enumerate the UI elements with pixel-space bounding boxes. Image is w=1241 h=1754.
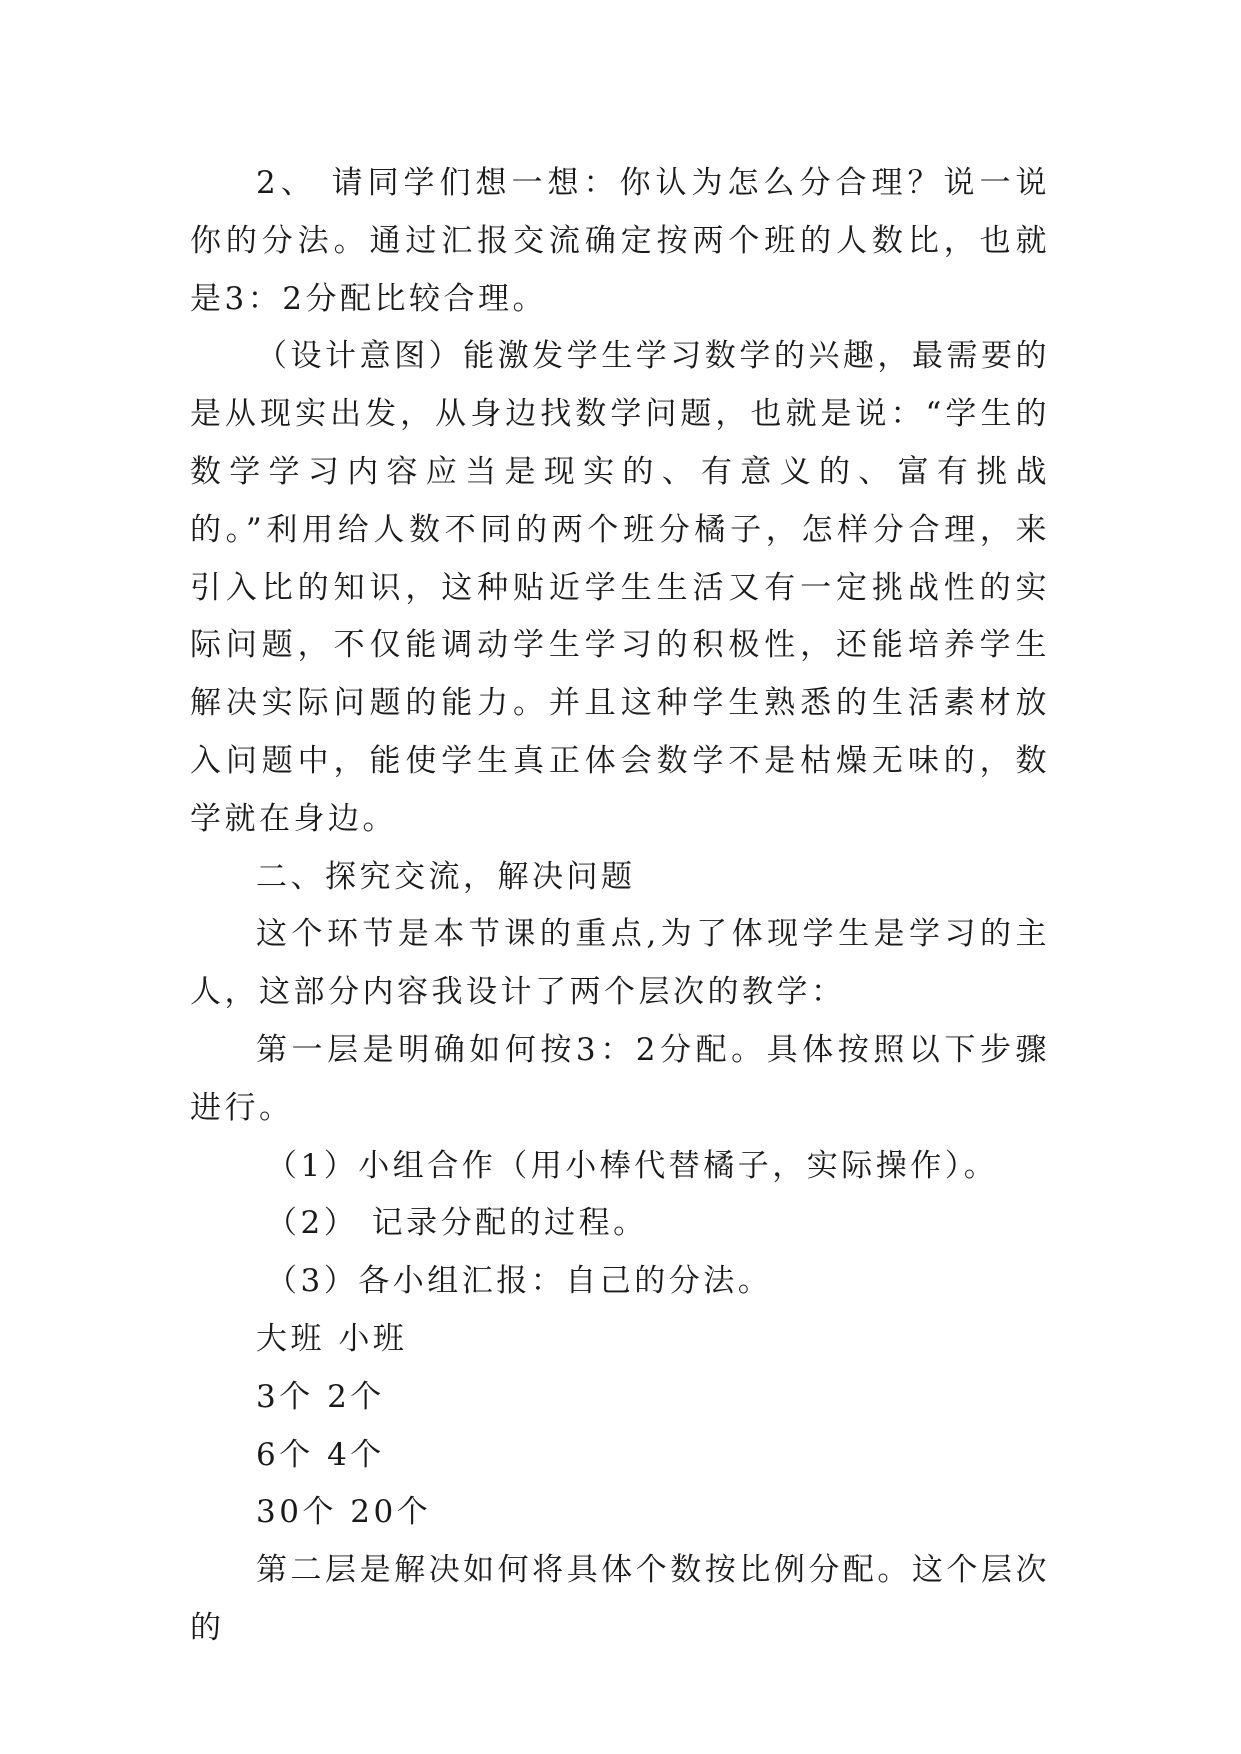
list-item-record: （2） 记录分配的过程。 [266,1205,648,1242]
list-item-report: （3）各小组汇报：自己的分法。 [266,1263,773,1300]
paragraph-key-segment: 这个环节是本节课的重点,为了体现学生是学习的主人，这部分内容我设计了两个层次的教学： [190,916,1050,1011]
paragraph-design-intent: （设计意图）能激发学生学习数学的兴趣，最需要的是从现实出发，从身边找数学问题，也就是说：“学生的数学学习内容应当是现实的、有意义的、富有挑战的。”利用给人数不同的两个班分橘子，怎样分合理，来引入比的知识，这种贴近学生生活又有一定挑战性的实际问题，不仅能调动学生学习的积极性，还能培养学生解决实际问题的能力。并且这种学生熟悉的生活素材放入问题中，能使学生真正体会数学不是枯燥无味的，数学就在身边。 [190,338,1050,837]
allocation-row: 30个 20个 [256,1494,432,1531]
paragraph-level-one: 第一层是明确如何按3：2分配。具体按照以下步骤进行。 [190,1031,1050,1126]
allocation-row: 3个 2个 [256,1378,385,1415]
section-heading-explore: 二、探究交流，解决问题 [256,858,636,895]
allocation-header: 大班 小班 [256,1320,408,1357]
paragraph-level-two: 第二层是解决如何将具体个数按比例分配。这个层次的 [190,1552,1050,1646]
paragraph-step-2: 2、 请同学们想一想：你认为怎么分合理？说一说你的分法。通过汇报交流确定按两个班的人数比，也就是3：2分配比较合理。 [190,165,1050,317]
allocation-row: 6个 4个 [256,1436,385,1473]
list-item-group-work: （1）小组合作（用小棒代替橘子，实际操作）。 [266,1147,999,1184]
document-body [190,155,1050,1658]
